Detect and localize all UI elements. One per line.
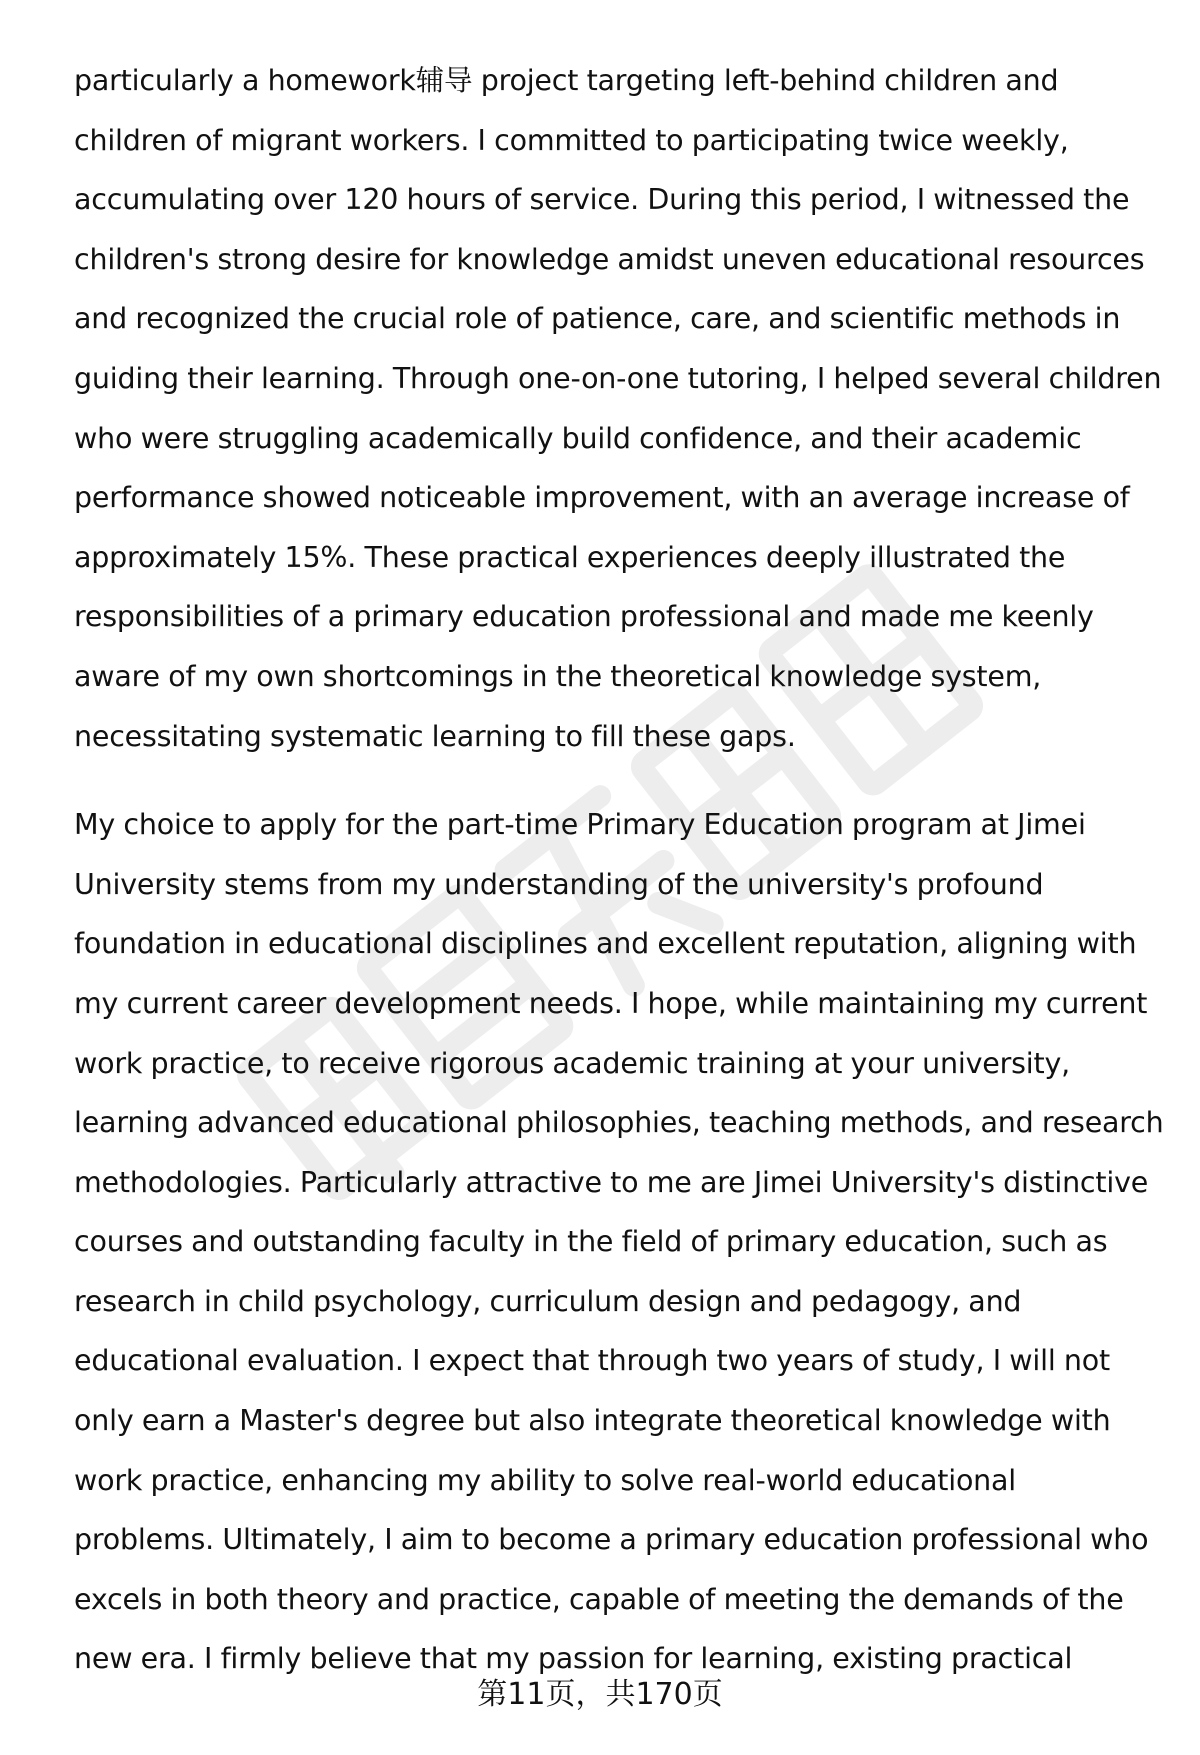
page-number-footer: 第11页，共170页 bbox=[477, 1677, 723, 1712]
document-body bbox=[74, 51, 1164, 1689]
paragraph-volunteer-experience: particularly a homework辅导 project targeting left-behind children and children of migrant workers. I committed to participating twice weekly, accumulating over 120 hours of service. During this period, I witnessed the children's strong desire for knowledge amidst uneven educational resources and recognized the crucial role of patience, care, and scientific methods in guiding their learning. Through one-on-one tutoring, I helped several children who were struggling academically build confidence, and their academic performance showed noticeable improvement, with an average increase of approximately 15%. These practical experiences deeply illustrated the responsibilities of a primary education professional and made me keenly aware of my own shortcomings in the theoretical knowledge system, necessitating systematic learning to fill these gaps. bbox=[74, 64, 1162, 753]
paragraph-program-choice: My choice to apply for the part-time Primary Education program at Jimei University stems from my understanding of the university's profound foundation in educational disciplines and excellent reputation, aligning with my current career development needs. I hope, while maintaining my current work practice, to receive rigorous academic training at your university, learning advanced educational philosophies, teaching methods, and research methodologies. Particularly attractive to me are Jimei University's distinctive courses and outstanding faculty in the field of primary education, such as research in child psychology, curriculum design and pedagogy, and educational evaluation. I expect that through two years of study, I will not only earn a Master's degree but also integrate theoretical knowledge with work practice, enhancing my ability to solve real-world educational problems. Ultimately, I aim to become a primary education professional who excels in both theory and practice, capable of meeting the demands of the new era. I firmly believe that my passion for learning, existing practical bbox=[74, 808, 1164, 1676]
